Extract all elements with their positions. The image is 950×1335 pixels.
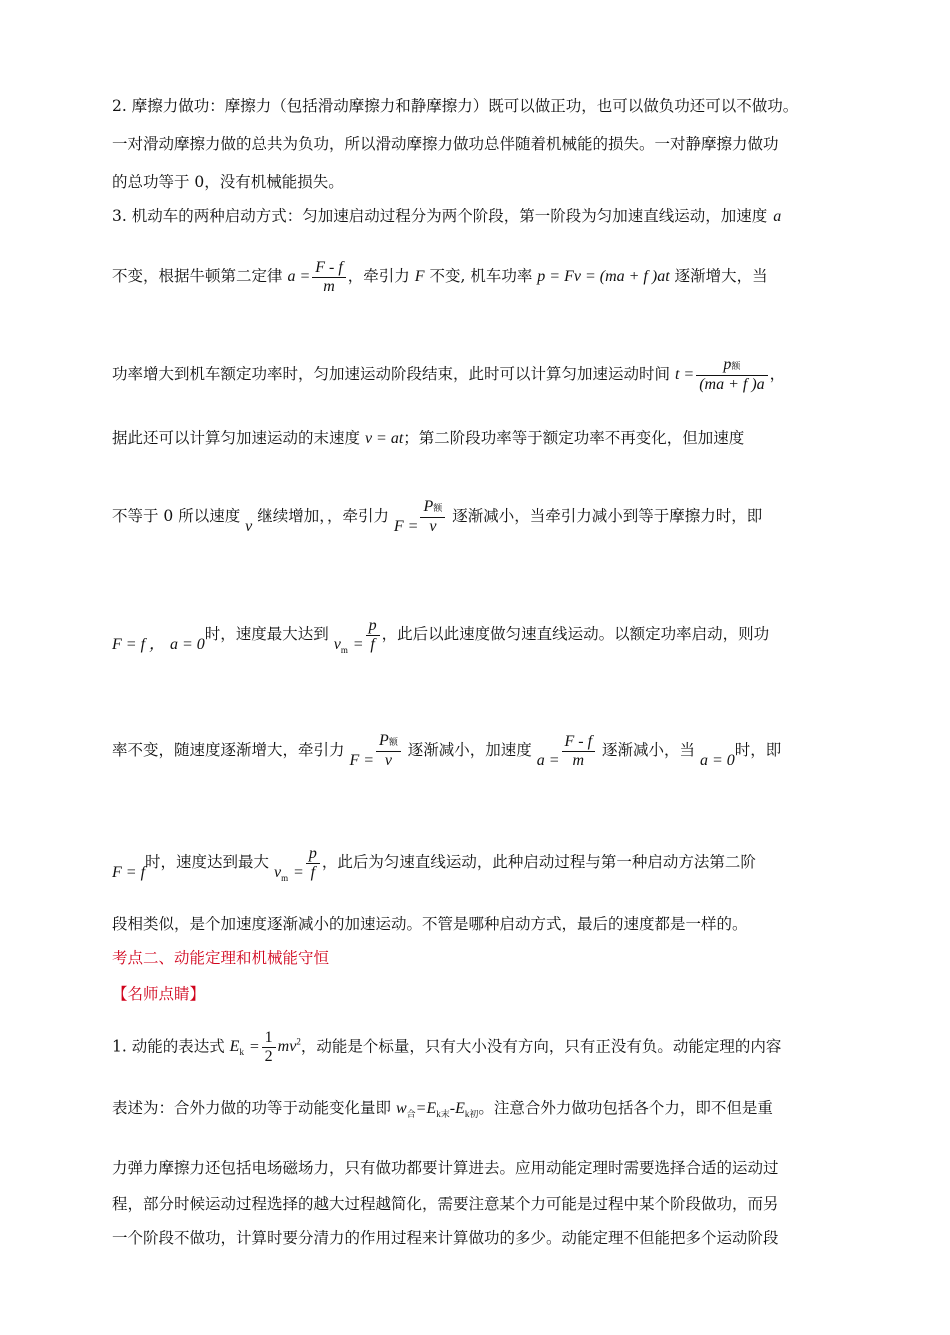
paragraph-startup-1: 3. 机动车的两种启动方式：匀加速启动过程分为两个阶段，第一阶段为匀加速直线运动，加速度 a (112, 207, 782, 225)
fraction-newton: $\frac{F - f}{m}$ (312, 259, 346, 296)
paragraph-startup-7: 率不变，随速度逐渐增大，牵引力 F = $\frac{\text{P额}}{v}$ 逐渐减小，加速度 a = $\frac{F - f}{m}$ 逐渐减小，当 a = 0时，即 (112, 732, 782, 769)
paragraph-kinetic-2: 表述为：合外力做的功等于动能变化量即 $w_合=E_{k末}-E_{k初}$。注意合外力做功包括各个力，即不但是重 (112, 1099, 773, 1120)
paragraph-kinetic-4: 程，部分时候运动过程选择的越大过程越简化，需要注意某个力可能是过程中某个阶段做功，而另 (112, 1195, 779, 1213)
paragraph-startup-9: 段相类似，是个加速度逐渐减小的加速运动。不管是哪种启动方式，最后的速度都是一样的。 (112, 915, 748, 933)
paragraph-startup-8: F = f时，速度达到最大 $v_m$ = $\frac{p}{f}$ ，此后为匀速直线运动，此种启动过程与第一种启动方法第二阶 (112, 844, 756, 884)
paragraph-startup-2: 不变，根据牛顿第二定律 a = $\frac{F - f}{m}$ ，牵引力 F 不变, 机车功率 p = Fv = (ma + f )at 逐渐增大，当 (112, 258, 768, 295)
paragraph-friction-3: 的总功等于 0，没有机械能损失。 (112, 173, 344, 191)
fraction-vmax-1: $\frac{p}{f}$ (366, 617, 380, 654)
fraction-traction-2: $\frac{\text{P额}}{v}$ (376, 732, 401, 770)
paragraph-startup-5: 不等于 0 所以速度 v 继续增加，，牵引力 F = $\frac{\text{P额}}{v}$ 逐渐减小，当牵引力减小到等于摩擦力时，即 (112, 498, 763, 535)
formula-work-energy: $w_合=E_{k末}-E_{k初}$ (395, 1100, 479, 1120)
formula-power: p = Fv = (ma + f )at (537, 268, 670, 285)
fraction-vmax-2: $\frac{p}{f}$ (306, 845, 320, 882)
paragraph-startup-4: 据此还可以计算匀加速运动的末速度 v = at；第二阶段功率等于额定功率不再变化，但加速度 (112, 429, 745, 447)
paragraph-startup-6: F = f ， a = 0时，速度最大达到 $v_m$ = $\frac{p}{f}$ ，此后以此速度做匀速直线运动。以额定功率启动，则功 (112, 616, 770, 656)
formula-a: a = (287, 268, 311, 285)
fraction-half: $\frac{1}{2}$ (262, 1029, 276, 1066)
tip-label: 【名师点睛】 (112, 985, 206, 1003)
paragraph-kinetic-3: 力弹力摩擦力还包括电场磁场力，只有做功都要计算进去。应用动能定理时需要选择合适的运动过 (112, 1159, 779, 1177)
paragraph-startup-3: 功率增大到机车额定功率时，匀加速运动阶段结束，此时可以计算匀加速运动时间 t = $\frac{\text{p额}}{(ma + f )a}$ ， (112, 356, 786, 393)
paragraph-kinetic-1: 1. 动能的表达式 $E_k$ = $\frac{1}{2}$ $mv^2$，动能是个标量，只有大小没有方向，只有正没有负。动能定理的内容 (112, 1028, 782, 1065)
paragraph-friction-1: 2. 摩擦力做功：摩擦力（包括滑动摩擦力和静摩擦力）既可以做正功，也可以做负功还可以不做功。 (112, 97, 799, 115)
formula-velocity: v = at (364, 430, 404, 447)
section-heading: 考点二、动能定理和机械能守恒 (112, 949, 330, 967)
fraction-time: $\frac{\text{p额}}{(ma + f )a}$ (696, 356, 767, 394)
paragraph-friction-2: 一对滑动摩擦力做的总共为负功，所以滑动摩擦力做功总伴随着机械能的损失。一对静摩擦力做功 (112, 135, 779, 153)
paragraph-kinetic-5: 一个阶段不做功，计算时要分清力的作用过程来计算做功的多少。动能定理不但能把多个运动阶段 (112, 1229, 779, 1247)
fraction-traction-1: $\frac{\text{P额}}{v}$ (420, 498, 445, 536)
fraction-acceleration: $\frac{F - f}{m}$ (562, 733, 596, 770)
